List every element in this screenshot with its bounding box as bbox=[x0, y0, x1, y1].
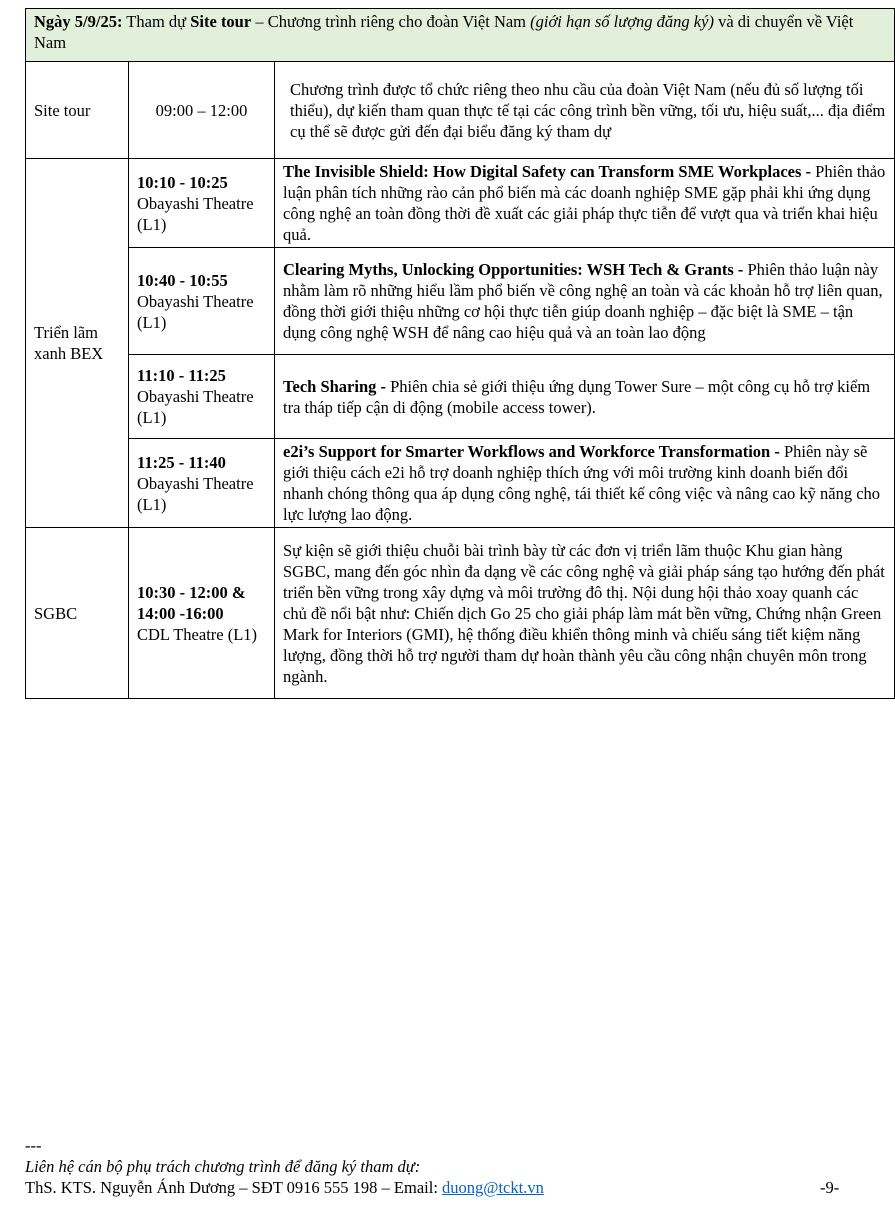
page-number: -9- bbox=[820, 1178, 840, 1197]
table-row bbox=[26, 159, 895, 248]
day-header: Ngày 5/9/25: Tham dự Site tour – Chương trình riêng cho đoàn Việt Nam (giới hạn số lượng đăng ký) và di chuyển về Việt Nam bbox=[26, 9, 895, 62]
time-cell bbox=[129, 528, 275, 699]
description-cell bbox=[275, 439, 895, 528]
registration-note: (giới hạn số lượng đăng ký) bbox=[530, 12, 714, 31]
session-time: 11:10 - 11:25 bbox=[137, 366, 226, 385]
table-row bbox=[26, 248, 895, 355]
session-time: 10:40 - 10:55 bbox=[137, 270, 228, 290]
schedule-table bbox=[25, 8, 895, 699]
time-cell bbox=[129, 355, 275, 439]
table-row bbox=[26, 528, 895, 699]
day-header-row bbox=[26, 9, 895, 62]
event-name-cell: Triển lãm xanh BEX bbox=[26, 159, 129, 528]
session-title: The Invisible Shield: How Digital Safety can Transform SME Workplaces - bbox=[283, 162, 812, 181]
contact-person: ThS. KTS. Nguyễn Ánh Dương – SĐT 0916 555 198 – Email: duong@tckt.vn bbox=[25, 1178, 544, 1197]
event-name-cell: SGBC bbox=[26, 528, 129, 699]
time-cell bbox=[129, 248, 275, 355]
description-cell: Sự kiện sẽ giới thiệu chuỗi bài trình bày từ các đơn vị triển lãm thuộc Khu gian hàng SGBC, mang đến góc nhìn đa dạng về các công nghệ và giải pháp sáng tạo hướng đến phát triển bền vững trong xây dựng và môi trường đô thị. Nội dung hội thảo xoay quanh các chủ đề nổi bật như: Chiến dịch Go 25 cho giải pháp làm mát bền vững, Chứng nhận Green Mark for Interiors (GMI), hệ thống điều khiển thông minh và chiếu sáng tiết kiệm năng lượng, đồng thời hỗ trợ người tham dự hoàn thành yêu cầu công nhận chuyên môn trong ngành. bbox=[275, 528, 895, 699]
time-cell bbox=[129, 439, 275, 528]
event-name-cell: Site tour bbox=[26, 62, 129, 159]
session-venue: Obayashi Theatre (L1) bbox=[137, 473, 254, 514]
session-time: 10:30 - 12:00 & 14:00 -16:00 bbox=[137, 582, 246, 623]
session-venue: CDL Theatre (L1) bbox=[137, 624, 258, 644]
session-desc: Phiên này sẽ giới thiệu cách e2i hỗ trợ doanh nghiệp thích ứng với môi trường kinh doanh biến đổi nhanh chóng thông qua áp dụng công nghệ, tái thiết kế công việc và nâng cao kỹ năng cho lực lượng lao động. bbox=[283, 442, 881, 524]
session-desc: Phiên thảo luận này nhằm làm rõ những hiểu lầm phổ biến về công nghệ an toàn và các khoản hỗ trợ liên quan, đồng thời giới thiệu những cơ hội thực tiễn giúp doanh nghiệp – đặc biệt là SME – tận dụng công nghệ WSH để nâng cao hiệu quả và an toàn lao động bbox=[283, 260, 883, 342]
email-link[interactable]: duong@tckt.vn bbox=[442, 1178, 544, 1197]
session-venue: Obayashi Theatre (L1) bbox=[137, 291, 254, 332]
page-footer bbox=[25, 1135, 865, 1198]
session-desc: Phiên thảo luận phân tích những rào cản phổ biến mà các doanh nghiệp SME gặp phải khi ứng dụng công nghệ an toàn đồng thời đề xuất các giải pháp thực tiễn để vượt qua và triển khai hiệu quả. bbox=[283, 162, 886, 244]
time-cell bbox=[129, 159, 275, 248]
session-title: Clearing Myths, Unlocking Opportunities: WSH Tech & Grants - bbox=[283, 260, 744, 279]
description-cell bbox=[275, 248, 895, 355]
session-time: 11:25 - 11:40 bbox=[137, 452, 226, 472]
site-tour-label: Site tour bbox=[190, 12, 252, 31]
time-cell: 09:00 – 12:00 bbox=[129, 62, 275, 159]
table-row bbox=[26, 355, 895, 439]
session-time: 10:10 - 10:25 bbox=[137, 172, 228, 192]
table-row bbox=[26, 62, 895, 159]
table-row bbox=[26, 439, 895, 528]
session-venue: Obayashi Theatre (L1) bbox=[137, 193, 254, 234]
description-cell: Chương trình được tổ chức riêng theo nhu cầu của đoàn Việt Nam (nếu đủ số lượng tối thiểu), dự kiến tham quan thực tế tại các công trình bền vững, tối ưu, hiệu suất,... địa điểm cụ thể sẽ được gửi đến đại biểu đăng ký tham dự bbox=[275, 62, 895, 159]
footer-separator: --- bbox=[25, 1136, 42, 1155]
session-desc: Phiên chia sẻ giới thiệu ứng dụng Tower Sure – một công cụ hỗ trợ kiểm tra tháp tiếp cận di động (mobile access tower). bbox=[283, 376, 871, 417]
session-title: e2i’s Support for Smarter Workflows and Workforce Transformation - bbox=[283, 442, 780, 461]
session-venue: Obayashi Theatre (L1) bbox=[137, 387, 254, 427]
session-title: Tech Sharing - bbox=[283, 376, 386, 396]
day-date: Ngày 5/9/25: bbox=[34, 12, 123, 31]
description-cell bbox=[275, 355, 895, 439]
description-cell bbox=[275, 159, 895, 248]
contact-note: Liên hệ cán bộ phụ trách chương trình để đăng ký tham dự: bbox=[25, 1157, 421, 1176]
